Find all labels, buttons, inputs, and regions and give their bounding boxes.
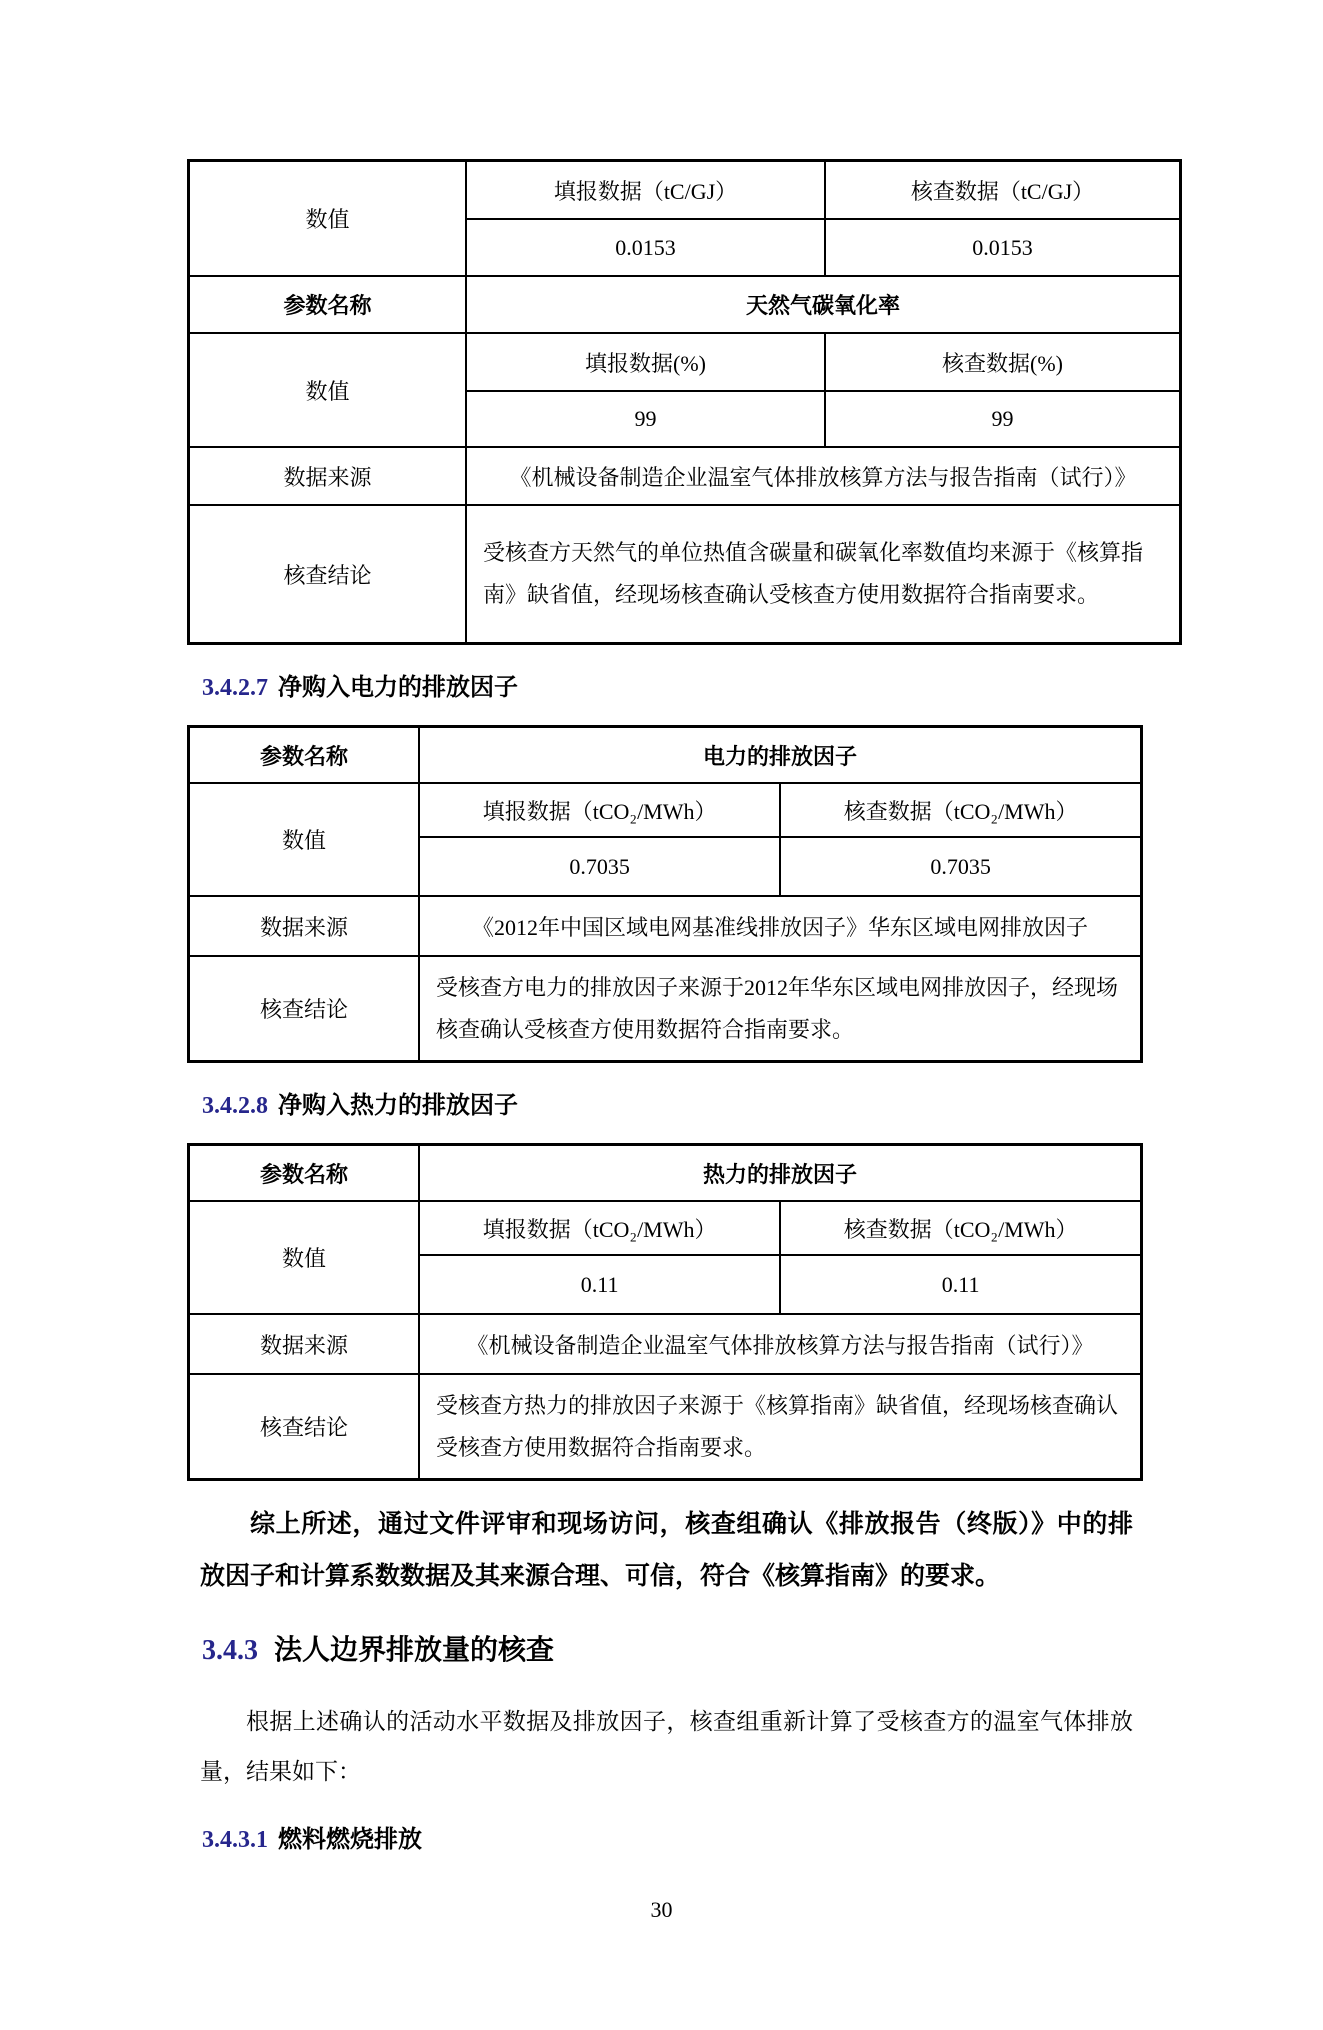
table-row — [189, 276, 1181, 333]
section-heading-3427 — [202, 673, 1133, 703]
verified-value-cell: 0.11 — [780, 1255, 1141, 1314]
heat-emission-factor-table — [187, 1143, 1143, 1481]
verified-data-header-cell: 核查数据（tC/GJ） — [825, 161, 1181, 220]
summary-paragraph: 综上所述，通过文件评审和现场访问，核查组确认《排放报告（终版）》中的排放因子和计算系数数据及其来源合理、可信，符合《核算指南》的要求。 — [200, 1510, 1133, 1590]
section-title: 净购入热力的排放因子 — [278, 1092, 518, 1119]
conclusion-cell: 受核查方天然气的单位热值含碳量和碳氧化率数值均来源于《核算指南》缺省值，经现场核查确认受核查方使用数据符合指南要求。 — [466, 505, 1181, 644]
value-label-cell: 数值 — [189, 333, 467, 447]
verified-data-header-cell: 核查数据（tCO₂/MWh） — [780, 783, 1141, 837]
section-number: 3.4.2.8 — [202, 1093, 268, 1119]
section-title: 法人边界排放量的核查 — [274, 1634, 555, 1665]
reported-value-cell: 0.7035 — [419, 837, 780, 896]
value-label-cell: 数值 — [189, 1201, 420, 1314]
verified-data-header-cell: 核查数据（tCO₂/MWh） — [780, 1201, 1141, 1255]
data-source-label-cell: 数据来源 — [189, 1314, 420, 1374]
verified-value-cell: 0.0153 — [825, 219, 1181, 276]
section-title: 燃料燃烧排放 — [278, 1826, 422, 1853]
param-name-cell: 热力的排放因子 — [419, 1145, 1142, 1202]
data-source-cell: 《机械设备制造企业温室气体排放核算方法与报告指南（试行）》 — [466, 447, 1181, 505]
param-name-cell: 天然气碳氧化率 — [466, 276, 1181, 333]
data-source-cell: 《2012年中国区域电网基准线排放因子》华东区域电网排放因子 — [419, 896, 1142, 956]
conclusion-cell: 受核查方热力的排放因子来源于《核算指南》缺省值，经现场核查确认受核查方使用数据符合指南要求。 — [419, 1374, 1142, 1480]
table-row — [189, 956, 1142, 1062]
section-number: 3.4.3 — [202, 1635, 258, 1666]
section-number: 3.4.3.1 — [202, 1827, 268, 1853]
section-heading-3431 — [202, 1825, 1133, 1855]
data-source-label-cell: 数据来源 — [189, 896, 420, 956]
recalculation-paragraph: 根据上述确认的活动水平数据及排放因子，核查组重新计算了受核查方的温室气体排放量，结果如下： — [200, 1709, 1133, 1784]
conclusion-label-cell: 核查结论 — [189, 956, 420, 1062]
param-name-label-cell: 参数名称 — [189, 727, 420, 784]
value-label-cell: 数值 — [189, 161, 467, 277]
table-row — [189, 783, 1142, 837]
data-source-cell: 《机械设备制造企业温室气体排放核算方法与报告指南（试行）》 — [419, 1314, 1142, 1374]
verified-value-cell: 0.7035 — [780, 837, 1141, 896]
value-label-cell: 数值 — [189, 783, 420, 896]
document-page — [0, 159, 1323, 2030]
data-source-label-cell: 数据来源 — [189, 447, 467, 505]
section-heading-3428 — [202, 1091, 1133, 1121]
table-row — [189, 1374, 1142, 1480]
conclusion-label-cell: 核查结论 — [189, 1374, 420, 1480]
param-name-cell: 电力的排放因子 — [419, 727, 1142, 784]
reported-data-header-cell: 填报数据（tCO₂/MWh） — [419, 1201, 780, 1255]
reported-value-cell: 0.11 — [419, 1255, 780, 1314]
reported-value-cell: 99 — [466, 391, 825, 447]
table-row — [189, 333, 1181, 391]
table-row — [189, 1314, 1142, 1374]
section-number: 3.4.2.7 — [202, 675, 268, 701]
table-row — [189, 727, 1142, 784]
conclusion-label-cell: 核查结论 — [189, 505, 467, 644]
electricity-emission-factor-table — [187, 725, 1143, 1063]
table-row — [189, 161, 1181, 220]
table-row — [189, 1145, 1142, 1202]
table-row — [189, 1201, 1142, 1255]
reported-data-header-cell: 填报数据（tCO₂/MWh） — [419, 783, 780, 837]
reported-data-header-cell: 填报数据（tC/GJ） — [466, 161, 825, 220]
param-name-label-cell: 参数名称 — [189, 1145, 420, 1202]
table-row — [189, 505, 1181, 644]
natural-gas-parameter-table — [187, 159, 1182, 645]
verified-value-cell: 99 — [825, 391, 1181, 447]
reported-data-header-cell: 填报数据(%) — [466, 333, 825, 391]
verified-data-header-cell: 核查数据(%) — [825, 333, 1181, 391]
conclusion-cell: 受核查方电力的排放因子来源于2012年华东区域电网排放因子，经现场核查确认受核查方使用数据符合指南要求。 — [419, 956, 1142, 1062]
reported-value-cell: 0.0153 — [466, 219, 825, 276]
table-row — [189, 447, 1181, 505]
param-name-label-cell: 参数名称 — [189, 276, 467, 333]
table-row — [189, 896, 1142, 956]
section-title: 净购入电力的排放因子 — [278, 674, 518, 701]
section-heading-343 — [202, 1629, 1133, 1672]
page-content — [200, 159, 1144, 1855]
page-number: 30 — [650, 1897, 673, 1922]
